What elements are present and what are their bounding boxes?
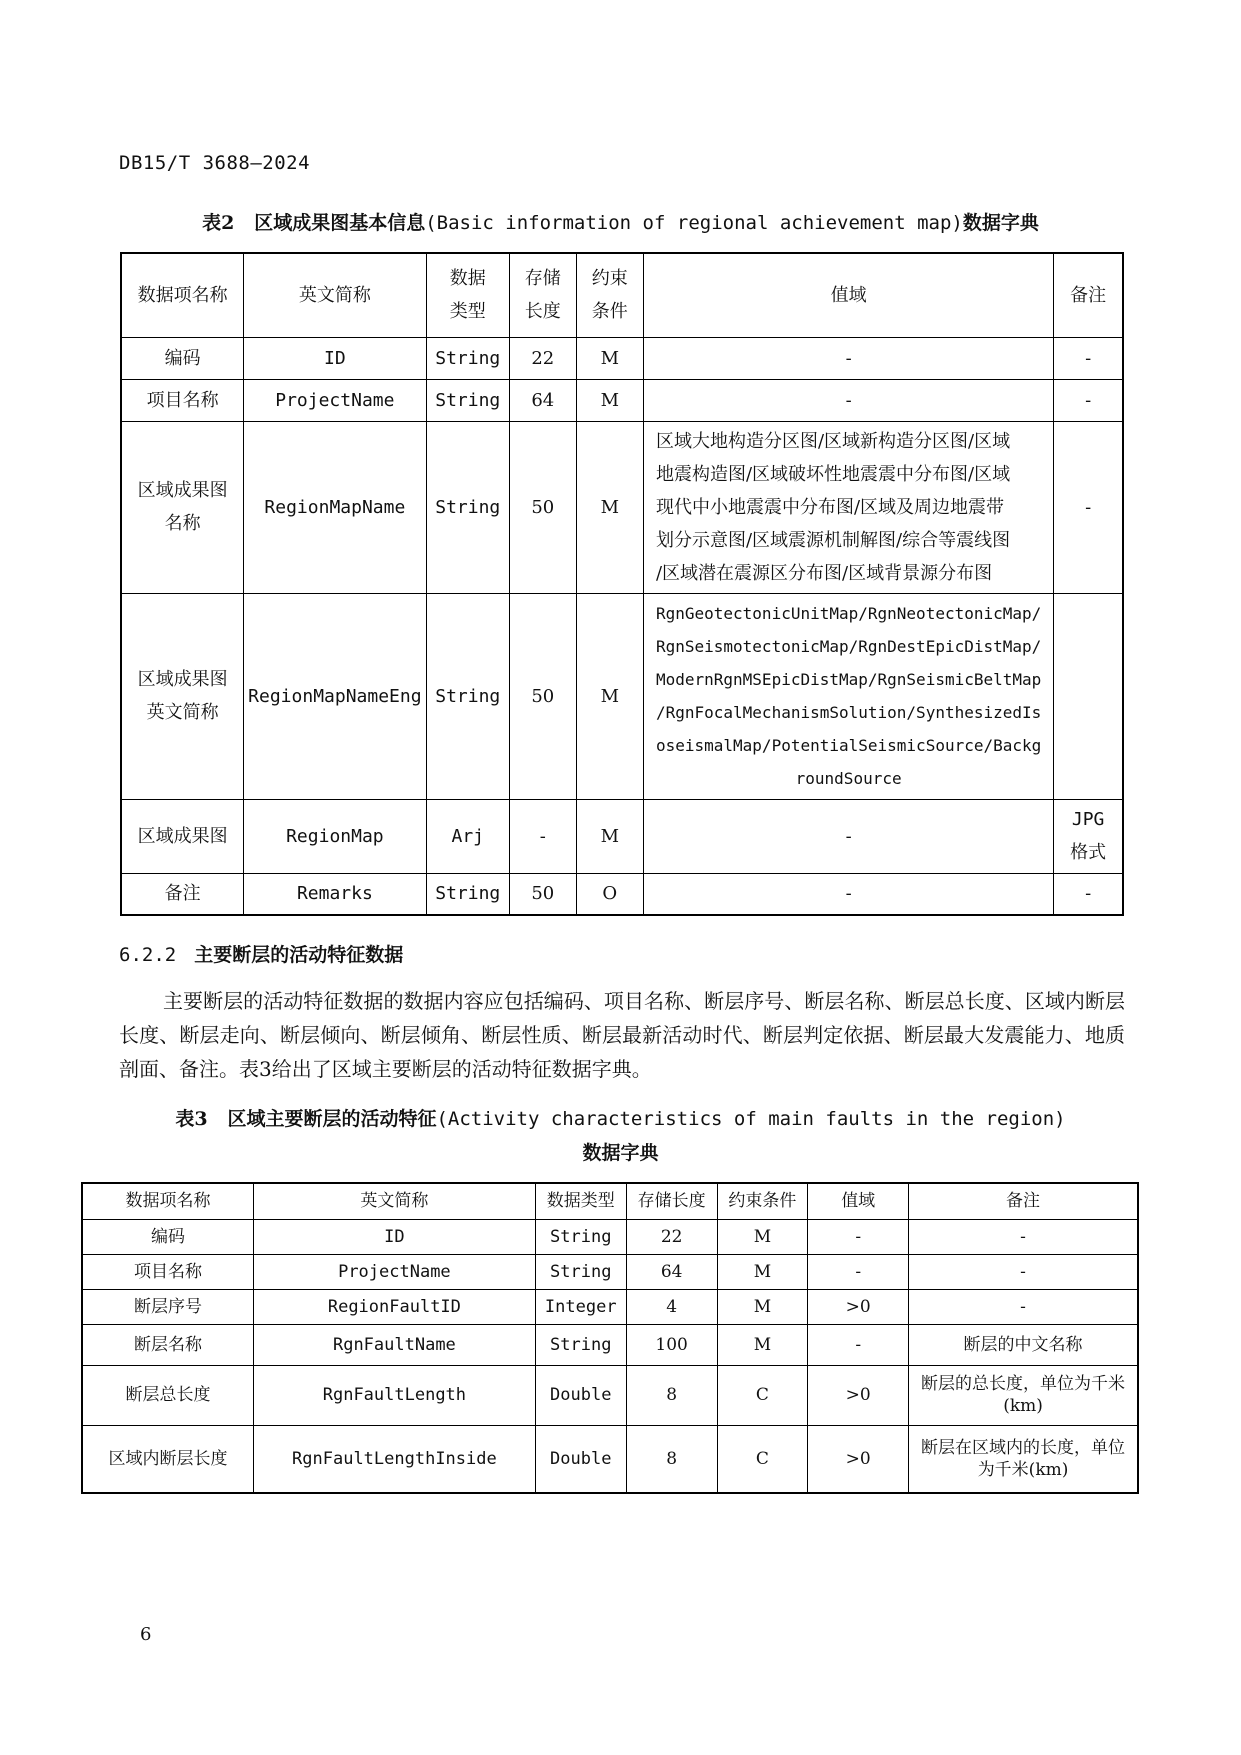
cell-remark: 断层的中文名称 bbox=[909, 1324, 1138, 1365]
cell-length: 22 bbox=[509, 337, 576, 379]
cell-type: String bbox=[535, 1324, 626, 1365]
cell-remark: JPG 格式 bbox=[1054, 799, 1123, 873]
table3-header-row bbox=[82, 1183, 1138, 1219]
table3-caption bbox=[0, 1104, 1241, 1131]
page-number: 6 bbox=[140, 1624, 152, 1645]
cell-name: 区域成果图 英文简称 bbox=[121, 593, 244, 799]
cell-name: 区域成果图 bbox=[121, 799, 244, 873]
cell-length: 50 bbox=[509, 873, 576, 915]
header-range: 值域 bbox=[808, 1183, 909, 1219]
header-constraint: 约束条件 bbox=[717, 1183, 808, 1219]
cell-name: 区域成果图 名称 bbox=[121, 421, 244, 593]
cell-remark: - bbox=[1054, 337, 1123, 379]
cell-type: String bbox=[535, 1219, 626, 1254]
cell-range: >0 bbox=[808, 1365, 909, 1425]
table2-caption bbox=[0, 208, 1241, 235]
table-row bbox=[82, 1324, 1138, 1365]
cell-type: String bbox=[426, 593, 509, 799]
cell-length: 8 bbox=[626, 1365, 717, 1425]
cell-remark: 断层在区域内的长度，单位 为千米(km) bbox=[909, 1425, 1138, 1493]
cell-length: 100 bbox=[626, 1324, 717, 1365]
header-abbr: 英文简称 bbox=[244, 253, 426, 337]
cell-abbr: RgnFaultLength bbox=[254, 1365, 536, 1425]
table-row bbox=[121, 593, 1123, 799]
cell-abbr: RgnFaultLengthInside bbox=[254, 1425, 536, 1493]
cell-remark: - bbox=[1054, 421, 1123, 593]
cell-type: Double bbox=[535, 1425, 626, 1493]
table-row bbox=[121, 379, 1123, 421]
header-remark: 备注 bbox=[909, 1183, 1138, 1219]
cell-range: - bbox=[808, 1254, 909, 1289]
cell-range: >0 bbox=[808, 1289, 909, 1324]
table3-caption-line2: 数据字典 bbox=[582, 1142, 659, 1164]
header-remark: 备注 bbox=[1054, 253, 1123, 337]
cell-constraint: M bbox=[576, 799, 643, 873]
table2-header-row bbox=[121, 253, 1123, 337]
cell-remark: - bbox=[909, 1289, 1138, 1324]
cell-constraint: M bbox=[576, 421, 643, 593]
cell-abbr: RegionMap bbox=[244, 799, 426, 873]
cell-type: Double bbox=[535, 1365, 626, 1425]
cell-name: 断层名称 bbox=[82, 1324, 254, 1365]
cell-range: - bbox=[643, 337, 1053, 379]
cell-length: - bbox=[509, 799, 576, 873]
cell-remark bbox=[1054, 593, 1123, 799]
cell-name: 区域内断层长度 bbox=[82, 1425, 254, 1493]
table3-caption-cn: 区域主要断层的活动特征 bbox=[227, 1108, 437, 1130]
cell-length: 8 bbox=[626, 1425, 717, 1493]
cell-remark: - bbox=[1054, 379, 1123, 421]
table-row bbox=[121, 873, 1123, 915]
cell-length: 50 bbox=[509, 593, 576, 799]
header-abbr: 英文简称 bbox=[254, 1183, 536, 1219]
cell-range: >0 bbox=[808, 1425, 909, 1493]
table-row bbox=[82, 1365, 1138, 1425]
cell-length: 64 bbox=[626, 1254, 717, 1289]
cell-name: 断层序号 bbox=[82, 1289, 254, 1324]
cell-range: - bbox=[808, 1219, 909, 1254]
table-row bbox=[82, 1219, 1138, 1254]
cell-range: - bbox=[643, 379, 1053, 421]
cell-length: 50 bbox=[509, 421, 576, 593]
table2 bbox=[120, 252, 1124, 916]
cell-range: - bbox=[643, 873, 1053, 915]
cell-abbr: RegionMapName bbox=[244, 421, 426, 593]
table-row bbox=[82, 1425, 1138, 1493]
cell-range: 区域大地构造分区图/区域新构造分区图/区域 地震构造图/区域破坏性地震震中分布图/区域 现代中小地震震中分布图/区域及周边地震带 划分示意图/区域震源机制解图/综合等震线图 /区域潜在震源区分布图/区域背景源分布图 bbox=[643, 421, 1053, 593]
cell-abbr: RegionMapNameEng bbox=[244, 593, 426, 799]
cell-type: String bbox=[535, 1254, 626, 1289]
cell-remark: - bbox=[1054, 873, 1123, 915]
cell-abbr: Remarks bbox=[244, 873, 426, 915]
header-type: 数据类型 bbox=[535, 1183, 626, 1219]
cell-constraint: M bbox=[717, 1254, 808, 1289]
section-title: 主要断层的活动特征数据 bbox=[194, 944, 404, 966]
table3-caption-en: (Activity characteristics of main faults in the region) bbox=[436, 1108, 1066, 1130]
section-number: 6.2.2 bbox=[119, 944, 177, 966]
cell-remark: - bbox=[909, 1254, 1138, 1289]
section-paragraph: 主要断层的活动特征数据的数据内容应包括编码、项目名称、断层序号、断层名称、断层总长度、区域内断层长度、断层走向、断层倾向、断层倾角、断层性质、断层最新活动时代、断层判定依据、断层最大发震能力、地质剖面、备注。表3给出了区域主要断层的活动特征数据字典。 bbox=[119, 989, 1125, 1081]
cell-range: - bbox=[643, 799, 1053, 873]
table2-caption-cn: 区域成果图基本信息 bbox=[254, 212, 426, 234]
cell-length: 22 bbox=[626, 1219, 717, 1254]
table2-caption-suffix: 数据字典 bbox=[962, 212, 1039, 234]
table-row bbox=[121, 337, 1123, 379]
cell-constraint: M bbox=[717, 1324, 808, 1365]
cell-remark: - bbox=[909, 1219, 1138, 1254]
header-name: 数据项名称 bbox=[121, 253, 244, 337]
cell-constraint: C bbox=[717, 1425, 808, 1493]
cell-length: 64 bbox=[509, 379, 576, 421]
header-length: 存储 长度 bbox=[509, 253, 576, 337]
cell-abbr: RegionFaultID bbox=[254, 1289, 536, 1324]
table-row bbox=[82, 1254, 1138, 1289]
table-row bbox=[121, 799, 1123, 873]
cell-constraint: C bbox=[717, 1365, 808, 1425]
cell-constraint: M bbox=[576, 337, 643, 379]
cell-name: 编码 bbox=[121, 337, 244, 379]
cell-constraint: O bbox=[576, 873, 643, 915]
table2-caption-en: (Basic information of regional achievement map) bbox=[425, 212, 963, 234]
table-row bbox=[121, 421, 1123, 593]
table3-caption-prefix: 表3 bbox=[175, 1108, 208, 1130]
cell-name: 备注 bbox=[121, 873, 244, 915]
cell-name: 项目名称 bbox=[121, 379, 244, 421]
cell-range: - bbox=[808, 1324, 909, 1365]
header-constraint: 约束 条件 bbox=[576, 253, 643, 337]
cell-constraint: M bbox=[717, 1219, 808, 1254]
cell-remark: 断层的总长度，单位为千米 (km) bbox=[909, 1365, 1138, 1425]
cell-length: 4 bbox=[626, 1289, 717, 1324]
cell-constraint: M bbox=[717, 1289, 808, 1324]
cell-abbr: RgnFaultName bbox=[254, 1324, 536, 1365]
cell-type: Arj bbox=[426, 799, 509, 873]
cell-constraint: M bbox=[576, 379, 643, 421]
section-heading bbox=[119, 940, 403, 967]
cell-abbr: ID bbox=[254, 1219, 536, 1254]
document-code: DB15/T 3688—2024 bbox=[119, 152, 311, 174]
table-row bbox=[82, 1289, 1138, 1324]
cell-name: 编码 bbox=[82, 1219, 254, 1254]
cell-abbr: ProjectName bbox=[254, 1254, 536, 1289]
cell-type: String bbox=[426, 873, 509, 915]
cell-abbr: ID bbox=[244, 337, 426, 379]
cell-type: String bbox=[426, 337, 509, 379]
cell-name: 断层总长度 bbox=[82, 1365, 254, 1425]
header-length: 存储长度 bbox=[626, 1183, 717, 1219]
cell-constraint: M bbox=[576, 593, 643, 799]
cell-type: Integer bbox=[535, 1289, 626, 1324]
cell-name: 项目名称 bbox=[82, 1254, 254, 1289]
header-range: 值域 bbox=[643, 253, 1053, 337]
cell-abbr: ProjectName bbox=[244, 379, 426, 421]
cell-type: String bbox=[426, 421, 509, 593]
table2-caption-prefix: 表2 bbox=[202, 212, 235, 234]
header-type: 数据 类型 bbox=[426, 253, 509, 337]
cell-range: RgnGeotectonicUnitMap/RgnNeotectonicMap/ RgnSeismotectonicMap/RgnDestEpicDistMap/ ModernRgnMSEpicDistMap/RgnSeismicBeltMap /RgnFocalMechanismSolution/SynthesizedIs oseismalMap/PotentialSeismicSource/Backg roundSource bbox=[643, 593, 1053, 799]
table3 bbox=[81, 1182, 1139, 1494]
header-name: 数据项名称 bbox=[82, 1183, 254, 1219]
cell-type: String bbox=[426, 379, 509, 421]
